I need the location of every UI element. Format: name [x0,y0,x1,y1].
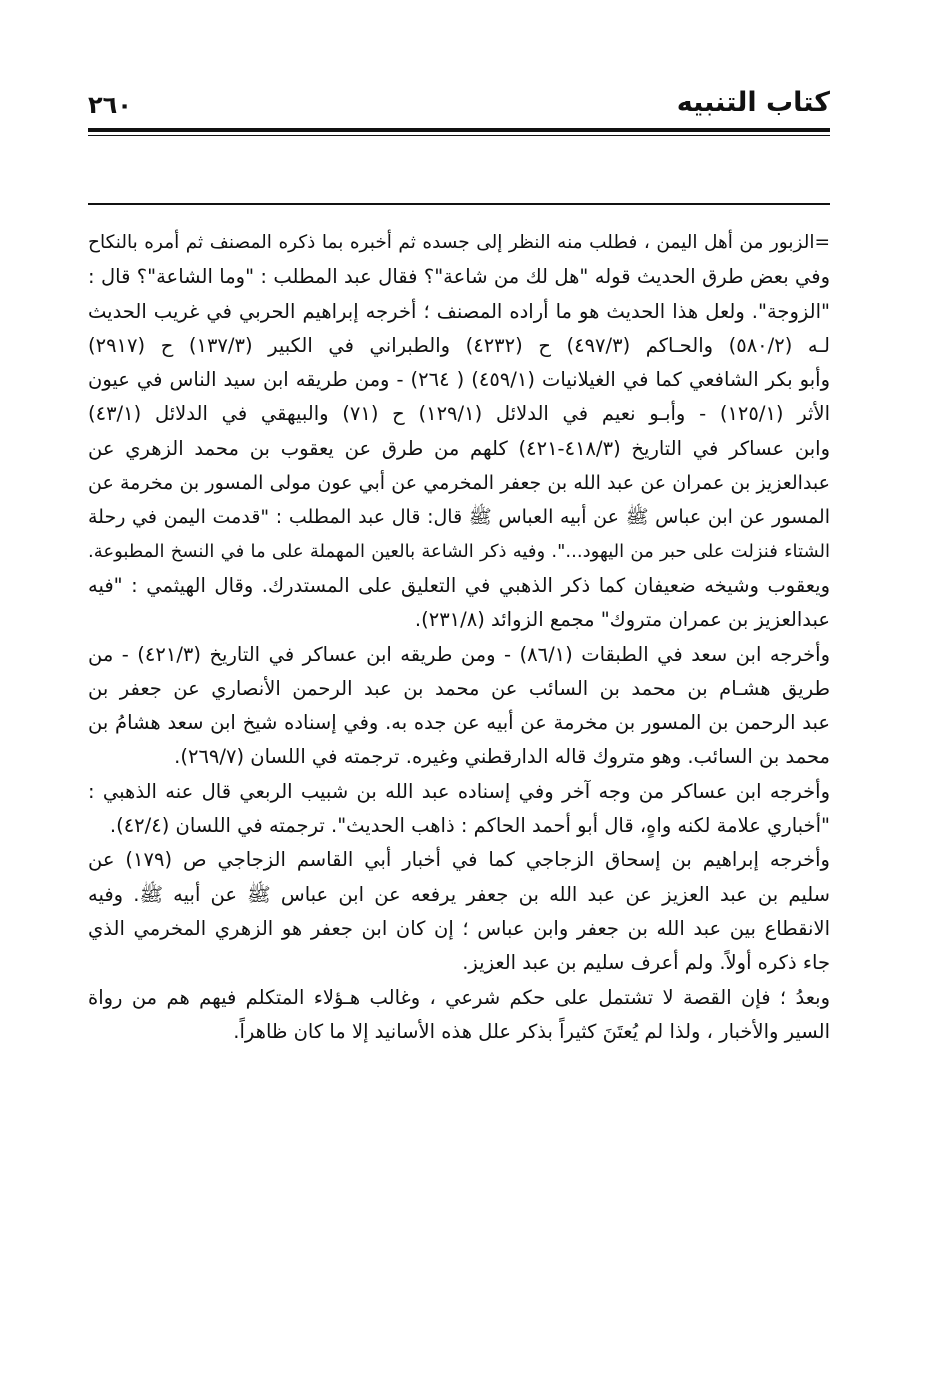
footnote-line: وأخرجه ابن سعد في الطبقات (٨٦/١) - ومن طريقه ابن عساكر في التاريخ (٤٢١/٣) - من [88,642,830,666]
footnote-line: محمد بن السائب. وهو متروك قاله الدارقطني وغيره. ترجمته في اللسان (٢٦٩/٧). [174,745,830,769]
footnote-line: الأثر (١٢٥/١) - وأبـو نعيم في الدلائل (١٢٩/١) ح (٧١) والبيهقي في الدلائل (٤٣/١) [88,402,830,426]
page-header [88,86,830,126]
footnote-line: "الزوجة". ولعل هذا الحديث هو ما أراده المصنف ؛ أخرجه إبراهيم الحربي في غريب الحديث [88,299,830,323]
footnote-line: وأخرجه إبراهيم بن إسحاق الزجاجي كما في أخبار أبي القاسم الزجاجي ص (١٧٩) عن [88,848,830,872]
footnote-line: وابن عساكر في التاريخ (٤١٨/٣-٤٢١) كلهم من طرق عن يعقوب بن محمد الزهري عن [88,436,830,460]
footnote-text [88,226,830,1049]
page-number: ٢٦٠ [88,91,132,119]
footnote-line: وأخرجه ابن عساكر من وجه آخر وفي إسناده عبد الله بن شبيب الربعي قال عنه الذهبي : [88,779,830,803]
footnote-line: لـه (٥٨٠/٢) والحـاكم (٤٩٧/٣) ح (٤٢٣٢) والطبراني في الكبير (١٣٧/٣) ح (٢٩١٧) [88,333,830,357]
footnote-line: الانقطاع بين عبد الله بن جعفر وابن عباس ؛ إن كان ابن جعفر هو الزهري المخرمي الذي [88,916,830,940]
footnote-line: =الزبور من أهل اليمن ، فطلب منه النظر إلى جسده ثم أخبره بما ذكره المصنف ثم أمره بالنكاح [88,232,830,253]
footnote-line: المسور عن ابن عباس ﷺ عن أبيه العباس ﷺ قال: قال عبد المطلب : "قدمت اليمن في رحلة [88,506,830,529]
footnote-line: عبدالعزيز بن عمران متروك" مجمع الزوائد (٢٣١/٨). [414,608,830,632]
footnote-line: سليم بن عبد العزيز عن عبد الله بن جعفر يرفعه عن ابن عباس ﷺ عن أبيه ﷺ. وفيه [88,882,830,906]
footnote-line: طريق هشـام بن محمد بن السائب عن محمد بن عبد الرحمن الأنصاري عن جعفر بن [88,676,830,700]
header-rule-thin [88,135,830,136]
footnote-line: عبدالعزيز بن عمران عن عبد الله بن جعفر المخرمي عن أبي عون مولى المسور بن مخرمة عن [88,472,830,495]
footnote-line: وبعدُ ؛ فإن القصة لا تشتمل على حكم شرعي ، وغالب هـؤلاء المتكلم فيهم هم من رواة [88,985,830,1009]
book-title: كتاب التنبيه [676,87,830,118]
footnote-line: ويعقوب وشيخه ضعيفان كما ذكر الذهبي في التعليق على المستدرك. وقال الهيثمي : "فيه [88,573,830,597]
footnote-line: "أخباري علامة لكنه واهٍ، قال أبو أحمد الحاكم : ذاهب الحديث". ترجمته في اللسان (٤٢/٤). [109,814,830,838]
footnote-line: السير والأخبار ، ولذا لم يُعتَنَ كثيراً بذكر علل هذه الأسانيد إلا ما كان ظاهراً. [233,1019,830,1043]
footnote-line: وأبو بكر الشافعي كما في الغيلانيات (٤٥٩/١) ( ٢٦٤) - ومن طريقه ابن سيد الناس في عيون [88,368,830,392]
footnote-line: جاء ذكره أولاً. ولم أعرف سليم بن عبد العزيز. [462,951,830,975]
header-rule-thick [88,128,830,132]
footnote-line: عبد الرحمن بن المسور بن مخرمة عن أبيه عن جده به. وفي إسناده شيخ ابن سعد هشامُ بن [88,711,830,735]
footnote-separator [88,203,830,205]
footnote-line: وفي بعض طرق الحديث قوله "هل لك من شاعة"؟ فقال عبد المطلب : "وما الشاعة"؟ قال : [88,265,830,289]
footnote-line: الشتاء فنزلت على حبر من اليهود...". وفيه ذكر الشاعة بالعين المهملة على ما في النسخ المطبوعة. [88,540,830,562]
